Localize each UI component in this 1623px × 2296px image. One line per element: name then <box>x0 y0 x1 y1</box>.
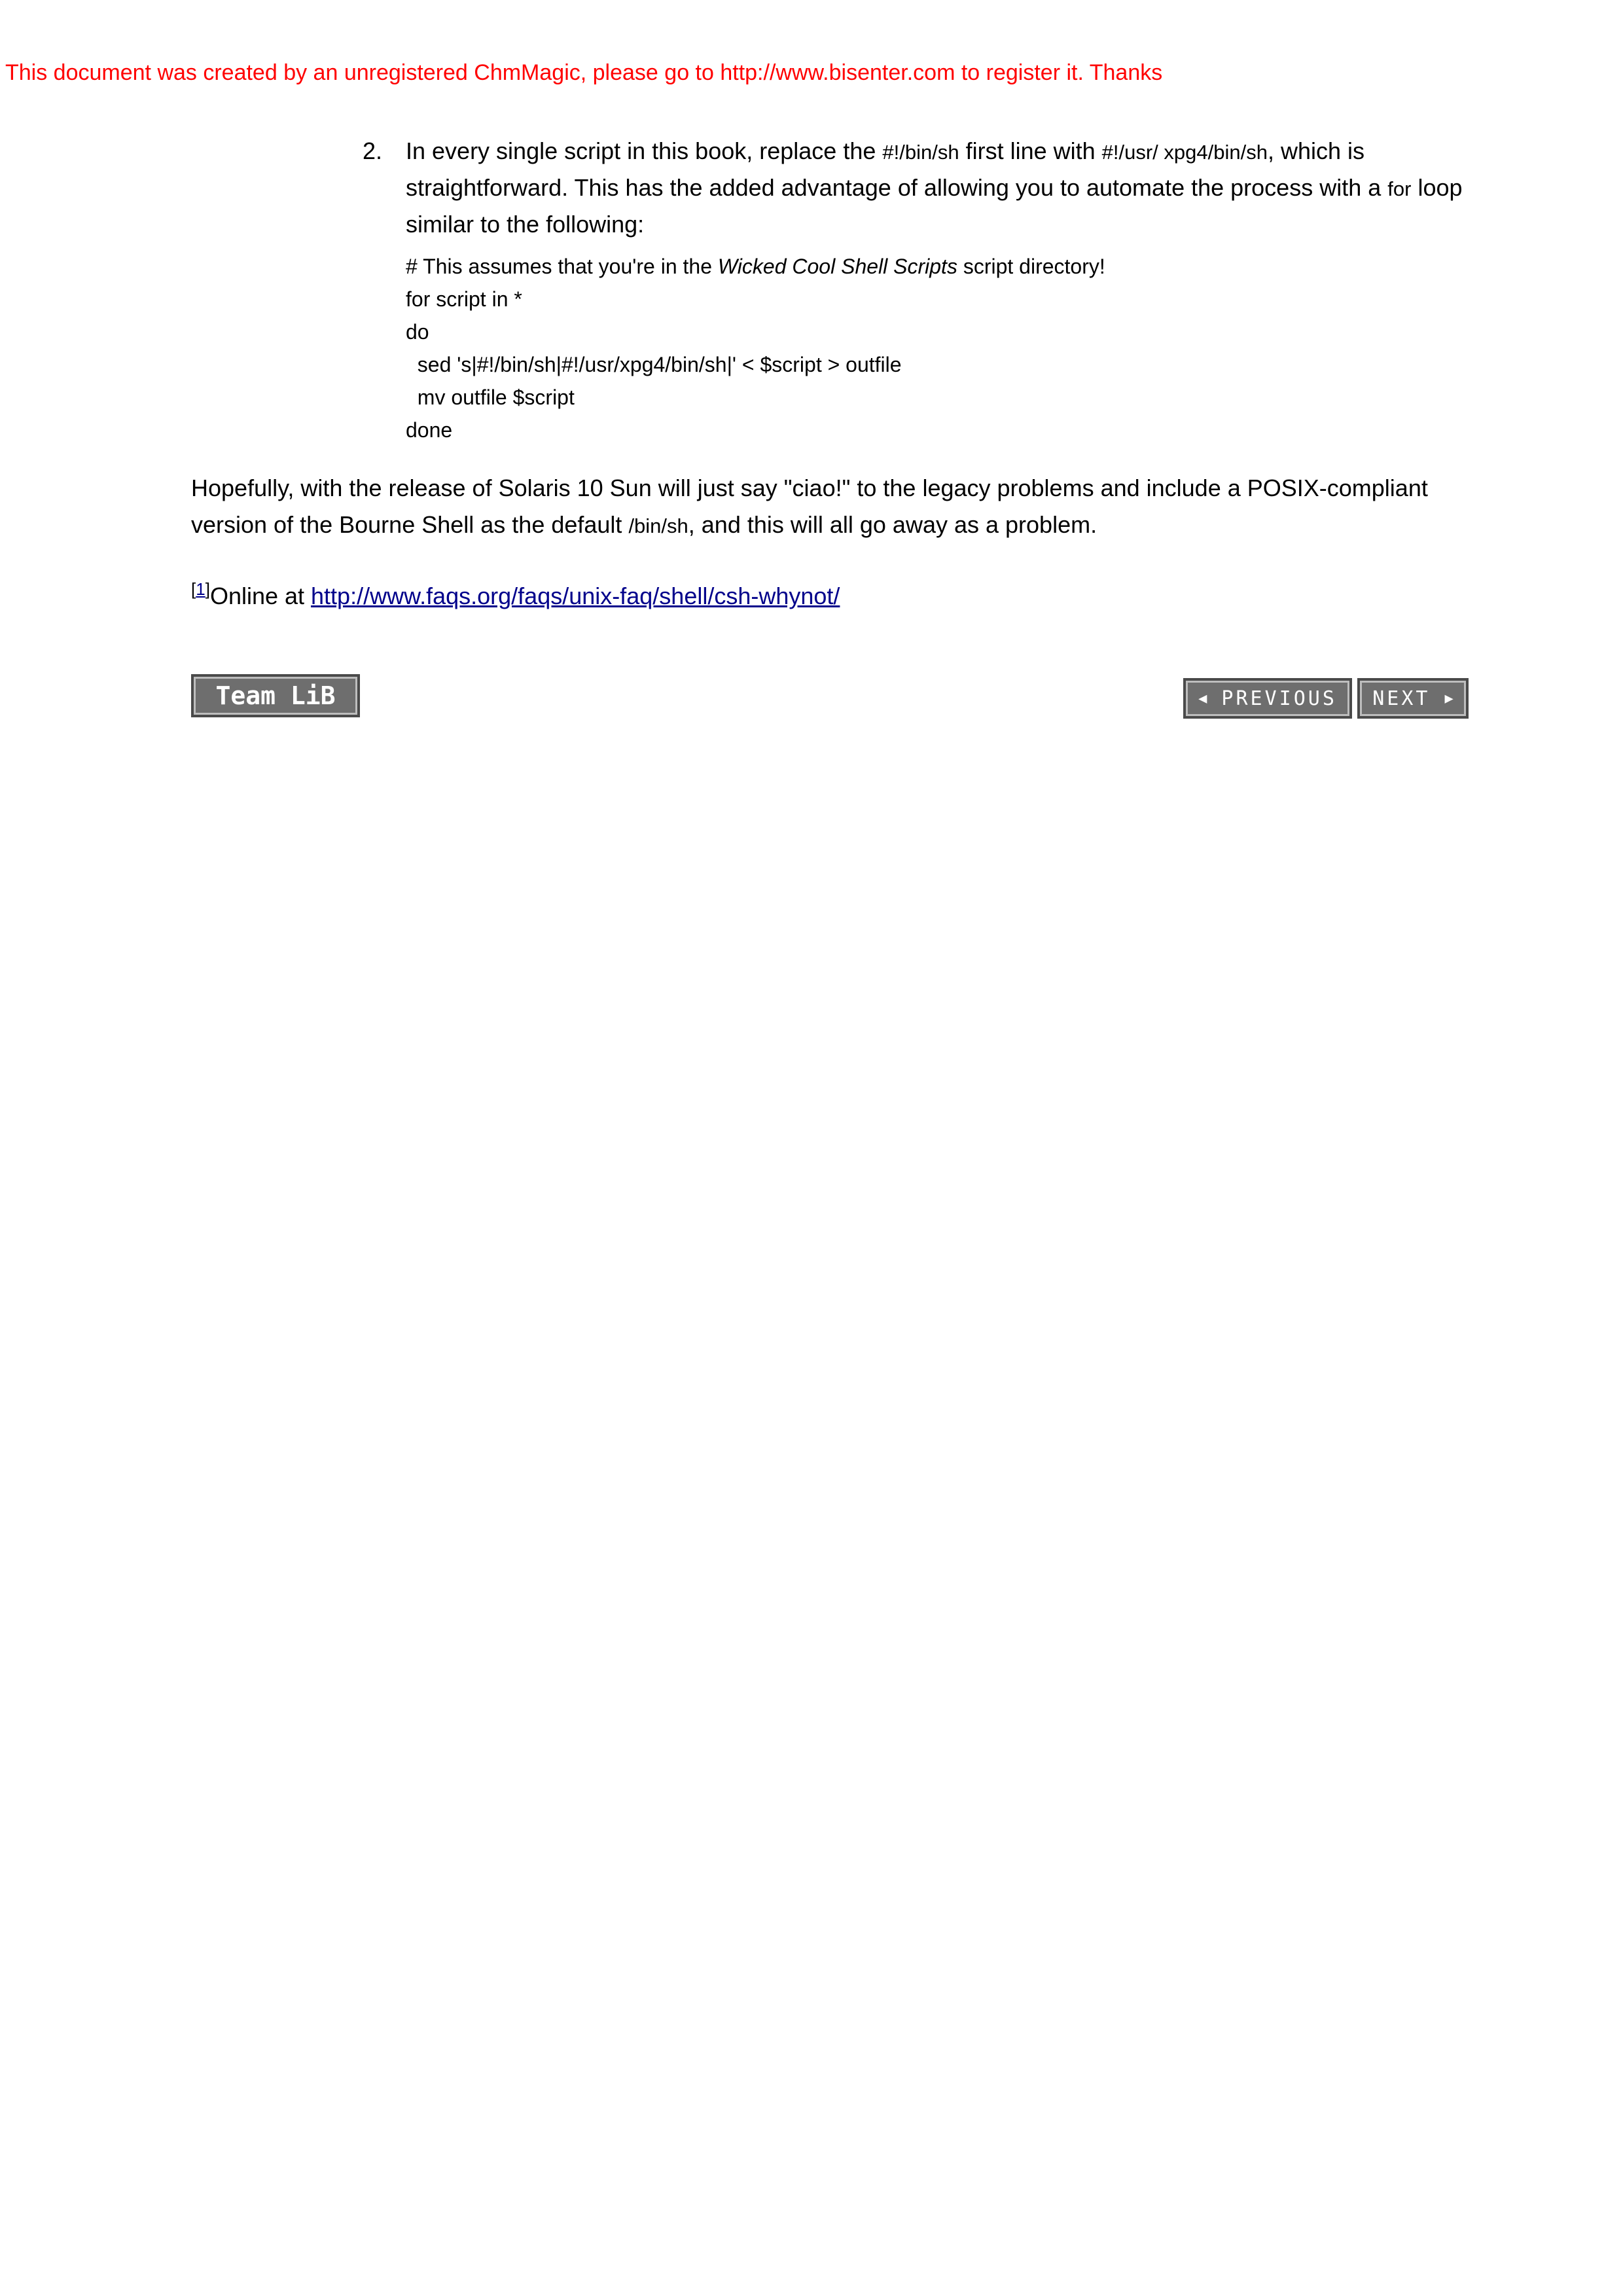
footnote-bracket-close: ] <box>205 579 210 599</box>
list-text-4: loop similar to the following: <box>406 174 1463 238</box>
code-line: mv outfile $script <box>406 386 575 409</box>
footnote-bracket-open: [ <box>191 579 196 599</box>
triangle-left-icon: ◀ <box>1198 690 1207 707</box>
watermark-notice: This document was created by an unregistered ChmMagic, please go to http://www.bisenter.com to register it. Thanks <box>5 60 1163 85</box>
list-item-text <box>406 134 1486 242</box>
list-text-1: In every single script in this book, replace the <box>406 137 883 164</box>
code-comment-prefix: # This assumes that you're in the <box>406 255 718 278</box>
inline-code-1: #!/bin/sh <box>882 141 959 164</box>
body-paragraph <box>191 470 1435 545</box>
code-comment-line <box>406 250 1105 283</box>
footnote-ref-link[interactable]: 1 <box>196 579 205 599</box>
footnote-marker <box>191 579 210 599</box>
triangle-right-icon: ▶ <box>1444 690 1454 707</box>
code-line: done <box>406 418 453 442</box>
next-label: NEXT <box>1372 687 1431 710</box>
code-comment-title: Wicked Cool Shell Scripts <box>717 255 957 278</box>
previous-label: PREVIOUS <box>1221 687 1337 710</box>
code-line: do <box>406 320 429 344</box>
inline-code-2: #!/usr/ xpg4/bin/sh <box>1101 141 1268 164</box>
list-text-3: , which is straightforward. This has the added advantage of allowing you to automate the process with a <box>406 137 1388 201</box>
paragraph-inline-code: /bin/sh <box>628 514 688 537</box>
list-number: 2. <box>363 137 383 164</box>
inline-code-3: for <box>1387 177 1412 200</box>
paragraph-text-2: , and this will all go away as a problem. <box>688 511 1097 538</box>
footnote-text: Online at <box>209 583 312 609</box>
code-line: sed 's|#!/bin/sh|#!/usr/xpg4/bin/sh|' < $script > outfile <box>406 353 902 376</box>
next-button[interactable] <box>1357 678 1469 719</box>
team-lib-button[interactable] <box>191 674 360 717</box>
list-text-2: first line with <box>959 137 1102 164</box>
footnote <box>191 571 840 615</box>
code-line: for script in * <box>406 287 522 311</box>
code-block <box>406 250 1105 446</box>
code-comment-suffix: script directory! <box>957 255 1105 278</box>
footnote-url-link[interactable]: http://www.faqs.org/faqs/unix-faq/shell/csh-whynot/ <box>311 583 840 609</box>
team-lib-label: Team LiB <box>215 681 336 710</box>
paragraph-text-1: Hopefully, with the release of Solaris 10 Sun will just say "ciao!" to the legacy problems and include a POSIX-compliant version of the Bourne Shell as the default <box>191 475 1428 538</box>
previous-button[interactable] <box>1183 678 1352 719</box>
